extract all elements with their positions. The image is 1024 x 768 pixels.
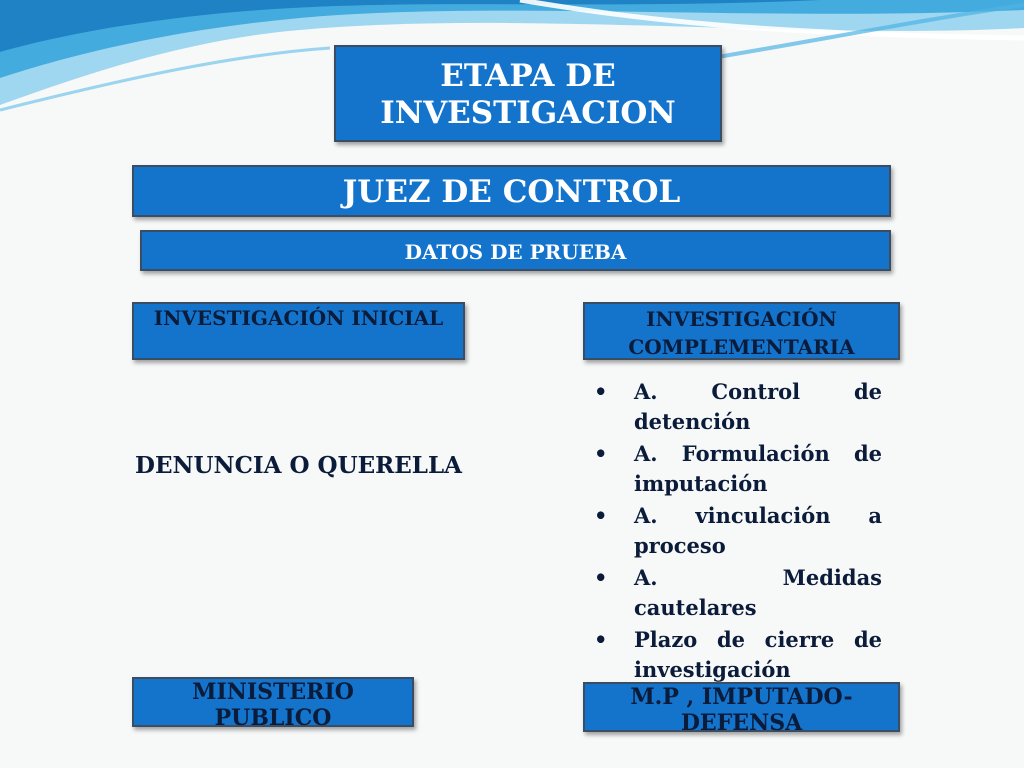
right-column-heading: INVESTIGACIÓN COMPLEMENTARIA xyxy=(628,307,855,359)
right-column-footer: M.P , IMPUTADO-DEFENSA xyxy=(630,684,853,736)
list-item-text: A. Control de detención xyxy=(634,379,882,434)
list-item xyxy=(594,563,882,623)
bullet-icon: • xyxy=(594,565,608,590)
list-item-text: Plazo de cierre de investigación xyxy=(634,627,882,682)
datos-label: DATOS DE PRUEBA xyxy=(404,240,627,264)
list-item xyxy=(594,377,882,437)
stage-title: ETAPA DE INVESTIGACION xyxy=(380,58,676,131)
left-column-heading: INVESTIGACIÓN INICIAL xyxy=(153,306,444,330)
right-column-list xyxy=(594,377,882,687)
stage-title-box xyxy=(334,45,722,142)
left-column-heading-box xyxy=(132,302,465,360)
list-item-text: A. Medidas cautelares xyxy=(634,565,882,620)
right-column-heading-box xyxy=(583,302,900,360)
left-column-footer-box xyxy=(132,677,414,731)
list-item xyxy=(594,501,882,561)
juez-box xyxy=(132,165,891,217)
left-column-body: DENUNCIA O QUERELLA xyxy=(135,452,462,479)
bullet-icon: • xyxy=(594,503,608,528)
bullet-icon: • xyxy=(594,627,608,652)
bullet-icon: • xyxy=(594,441,608,466)
juez-label: JUEZ DE CONTROL xyxy=(342,174,681,210)
datos-box xyxy=(140,230,891,271)
left-column-footer: MINISTERIO PUBLICO xyxy=(192,679,354,731)
list-item-text: A. vinculación a proceso xyxy=(634,503,882,558)
right-column-footer-box xyxy=(583,682,900,736)
list-item xyxy=(594,625,882,685)
bullet-icon: • xyxy=(594,379,608,404)
list-item xyxy=(594,439,882,499)
list-item-text: A. Formulación de imputación xyxy=(634,441,882,496)
